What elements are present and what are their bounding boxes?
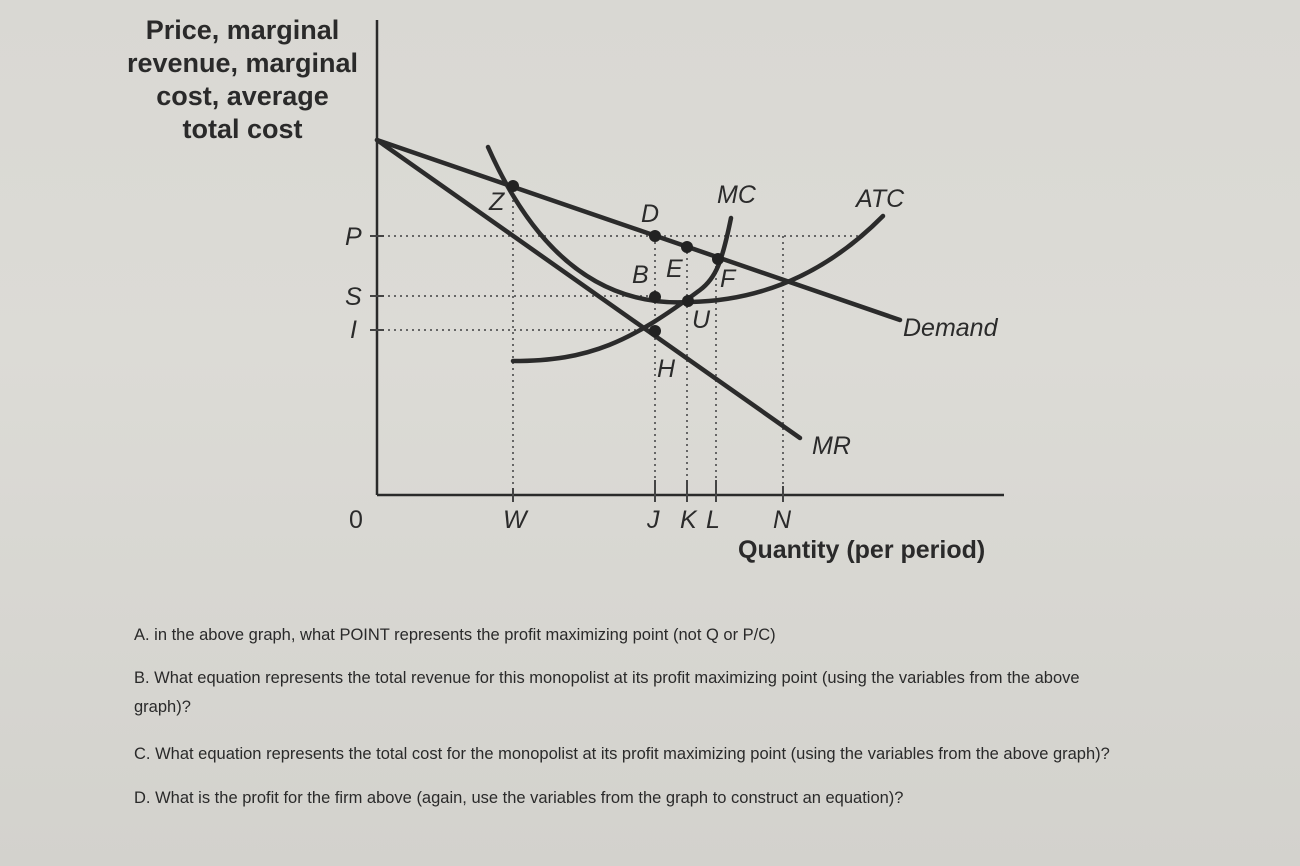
point-label-Z: Z bbox=[489, 188, 505, 216]
curves bbox=[377, 140, 900, 438]
y-axis-label-line: revenue, marginal bbox=[126, 48, 359, 78]
x-tick-label-N: N bbox=[773, 506, 792, 534]
question-b: B. What equation represents the total revenue for this monopolist at its profit maximizing point (using the variables from the above graph)? bbox=[134, 669, 1080, 716]
x-tick-label-W: W bbox=[503, 506, 527, 534]
point-label-U: U bbox=[692, 306, 711, 334]
y-tick-label-S: S bbox=[345, 283, 362, 311]
x-tick-labels bbox=[503, 506, 792, 534]
y-axis-label-line: Price, marginal bbox=[145, 15, 340, 45]
point-F-dot bbox=[712, 253, 724, 265]
point-H-dot bbox=[649, 325, 661, 337]
y-tick-label-P: P bbox=[345, 223, 362, 251]
x-axis-label: Quantity (per period) bbox=[738, 536, 986, 564]
point-label-D: D bbox=[641, 200, 660, 228]
y-axis-label-line: total cost bbox=[182, 114, 303, 144]
series-label-atc: ATC bbox=[856, 185, 905, 213]
question-c: C. What equation represents the total cost for the monopolist at its profit maximizing point (using the variables from the above graph)? bbox=[134, 745, 1110, 763]
demand-curve bbox=[377, 140, 900, 320]
point-Z-dot bbox=[507, 180, 519, 192]
series-labels bbox=[717, 181, 999, 460]
y-axis-label-line: cost, average bbox=[156, 81, 329, 111]
point-label-F: F bbox=[720, 265, 736, 293]
point-label-H: H bbox=[657, 355, 676, 383]
question-list bbox=[134, 624, 1134, 827]
y-tick-labels bbox=[345, 223, 362, 344]
point-B-dot bbox=[649, 291, 661, 303]
question-d: D. What is the profit for the firm above (again, use the variables from the graph to construct an equation)? bbox=[134, 789, 904, 807]
point-D-dot bbox=[649, 230, 661, 242]
x-tick-label-K: K bbox=[680, 506, 697, 534]
question-a: A. in the above graph, what POINT represents the profit maximizing point (not Q or P/C) bbox=[134, 626, 776, 644]
atc-curve bbox=[488, 147, 883, 302]
x-tick-label-J: J bbox=[647, 506, 660, 534]
point-E-dot bbox=[681, 241, 693, 253]
point-label-E: E bbox=[666, 255, 683, 283]
series-label-demand: Demand bbox=[903, 314, 998, 342]
x-tick-label-L: L bbox=[706, 506, 720, 534]
series-label-mc: MC bbox=[717, 181, 756, 209]
origin-label: 0 bbox=[349, 506, 363, 534]
series-label-mr: MR bbox=[812, 432, 851, 460]
y-tick-label-I: I bbox=[350, 316, 357, 344]
point-label-B: B bbox=[632, 261, 649, 289]
